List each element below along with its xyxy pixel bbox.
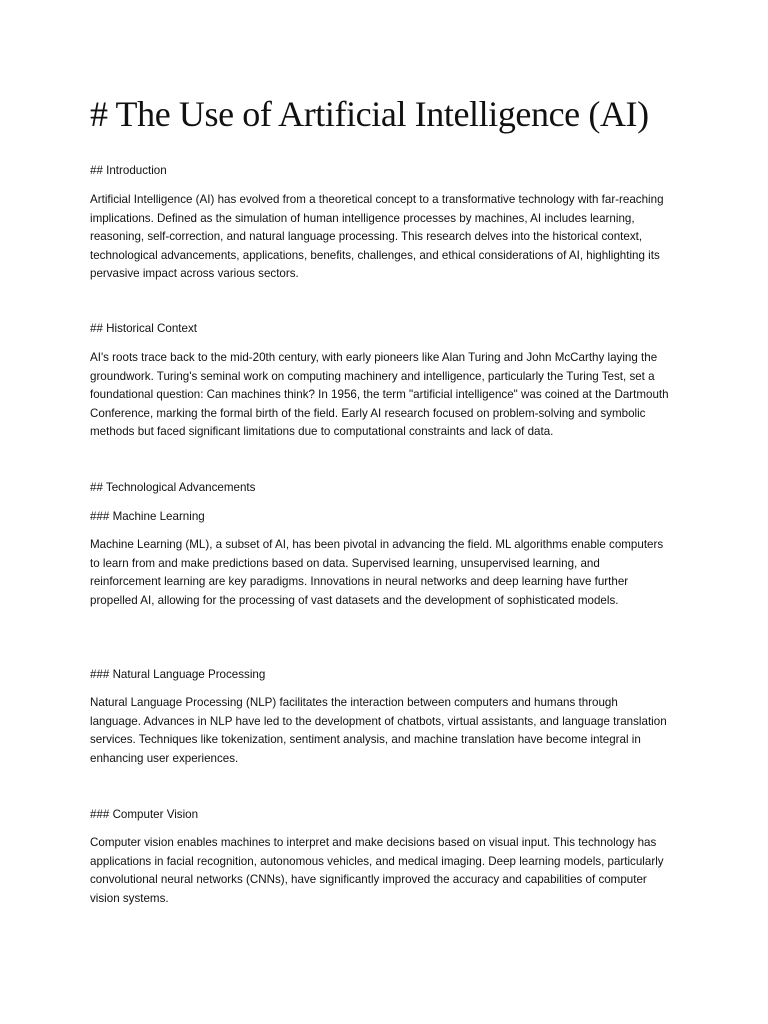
heading-natural-language-processing: ### Natural Language Processing (90, 668, 266, 681)
paragraph-introduction: Artificial Intelligence (AI) has evolved from a theoretical concept to a transformative technology with far-reaching implications. Defined as the simulation of human intelligence processes by machines, AI includes learning, reasoning, self-correction, and natural language processing. This research delves into the historical context, technological advancements, applications, benefits, challenges, and ethical considerations of AI, highlighting its pervasive impact across various sectors. (90, 193, 664, 280)
document-title: # The Use of Artificial Intelligence (AI) (90, 94, 649, 134)
heading-historical-context: ## Historical Context (90, 322, 197, 335)
heading-machine-learning: ### Machine Learning (90, 510, 205, 523)
heading-introduction: ## Introduction (90, 164, 167, 177)
paragraph-historical-context: AI's roots trace back to the mid-20th century, with early pioneers like Alan Turing and John McCarthy laying the groundwork. Turing's seminal work on computing machinery and intelligence, particularly the Turing Test, set a foundational question: Can machines think? In 1956, the term "artificial intelligence" was coined at the Dartmouth Conference, marking the formal birth of the field. Early AI research focused on problem-solving and symbolic methods but faced significant limitations due to computational constraints and lack of data. (90, 351, 669, 438)
heading-computer-vision: ### Computer Vision (90, 808, 199, 821)
paragraph-computer-vision: Computer vision enables machines to interpret and make decisions based on visual input. This technology has applications in facial recognition, autonomous vehicles, and medical imaging. Deep learning models, particularly convolutional neural networks (CNNs), have significantly improved the accuracy and capabilities of computer vision systems. (90, 836, 664, 905)
paragraph-natural-language-processing: Natural Language Processing (NLP) facilitates the interaction between computers and humans through language. Advances in NLP have led to the development of chatbots, virtual assistants, and language translation services. Techniques like tokenization, sentiment analysis, and machine translation have become integral in enhancing user experiences. (90, 696, 667, 765)
heading-technological-advancements: ## Technological Advancements (90, 481, 256, 494)
paragraph-machine-learning: Machine Learning (ML), a subset of AI, has been pivotal in advancing the field. ML algorithms enable computers to learn from and make predictions based on data. Supervised learning, unsupervised learning, and reinforcement learning are key paradigms. Innovations in neural networks and deep learning have further propelled AI, allowing for the processing of vast datasets and the development of sophisticated models. (90, 538, 664, 607)
